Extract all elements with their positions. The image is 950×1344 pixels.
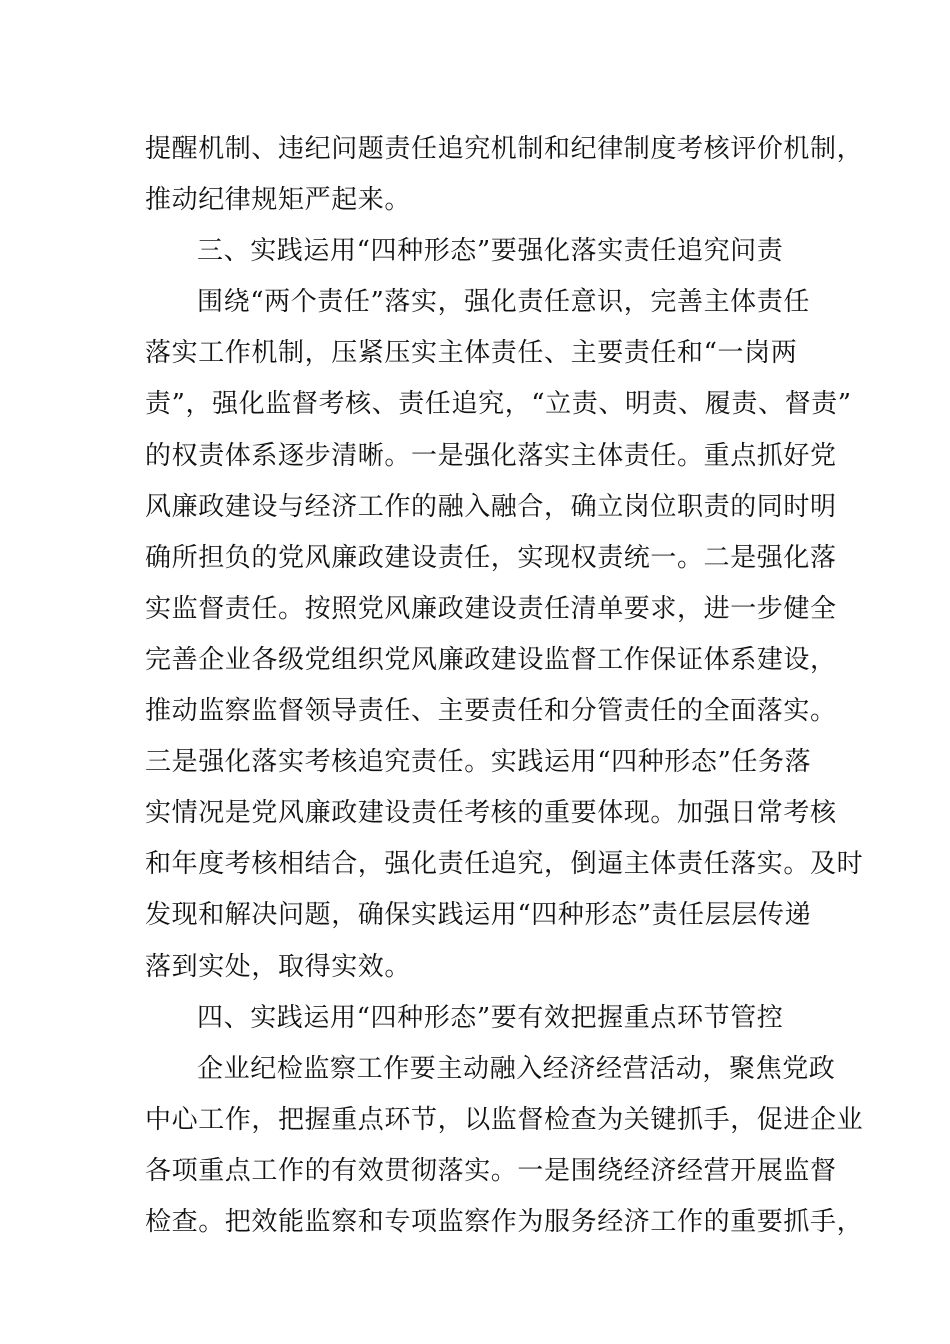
- text-line: 和年度考核相结合，强化责任追究，倒逼主体责任落实。及时: [145, 849, 864, 880]
- text-line: 发现和解决问题，确保实践运用“四种形态”责任层层传递: [145, 900, 812, 931]
- text-line: 实监督责任。按照党风廉政建设责任清单要求，进一步健全: [145, 593, 837, 624]
- text-line: 确所担负的党风廉政建设责任，实现权责统一。二是强化落: [145, 542, 837, 573]
- text-line: 落到实处，取得实效。: [145, 951, 412, 982]
- text-line: 提醒机制、违纪问题责任追究机制和纪律制度考核评价机制，: [145, 134, 864, 164]
- text-line: 推动纪律规矩严起来。: [145, 185, 412, 216]
- text-line: 完善企业各级党组织党风廉政建设监督工作保证体系建设，: [145, 644, 837, 675]
- paragraph-start: 围绕“两个责任”落实，强化责任意识，完善主体责任: [197, 287, 810, 318]
- text-line: 中心工作，把握重点环节，以监督检查为关键抓手，促进企业: [145, 1104, 864, 1135]
- text-line: 三是强化落实考核追究责任。实践运用“四种形态”任务落: [145, 747, 812, 778]
- text-line: 风廉政建设与经济工作的融入融合，确立岗位职责的同时明: [145, 491, 837, 522]
- text-line: 责”，强化监督考核、责任追究，“立责、明责、履责、督责”: [145, 389, 852, 420]
- section-heading: 三、实践运用“四种形态”要强化落实责任追究问责: [197, 236, 784, 267]
- section-heading: 四、实践运用“四种形态”要有效把握重点环节管控: [197, 1002, 784, 1033]
- text-line: 落实工作机制，压紧压实主体责任、主要责任和“一岗两: [145, 338, 798, 369]
- text-line: 实情况是党风廉政建设责任考核的重要体现。加强日常考核: [145, 798, 837, 829]
- text-line: 推动监察监督领导责任、主要责任和分管责任的全面落实。: [145, 696, 837, 727]
- paragraph-start: 企业纪检监察工作要主动融入经济经营活动，聚焦党政: [197, 1053, 836, 1084]
- text-line: 的权责体系逐步清晰。一是强化落实主体责任。重点抓好党: [145, 440, 837, 471]
- text-line: 检查。把效能监察和专项监察作为服务经济工作的重要抓手，: [145, 1206, 864, 1237]
- document-body: [145, 124, 864, 1248]
- text-line: 各项重点工作的有效贯彻落实。一是围绕经济经营开展监督: [145, 1155, 837, 1186]
